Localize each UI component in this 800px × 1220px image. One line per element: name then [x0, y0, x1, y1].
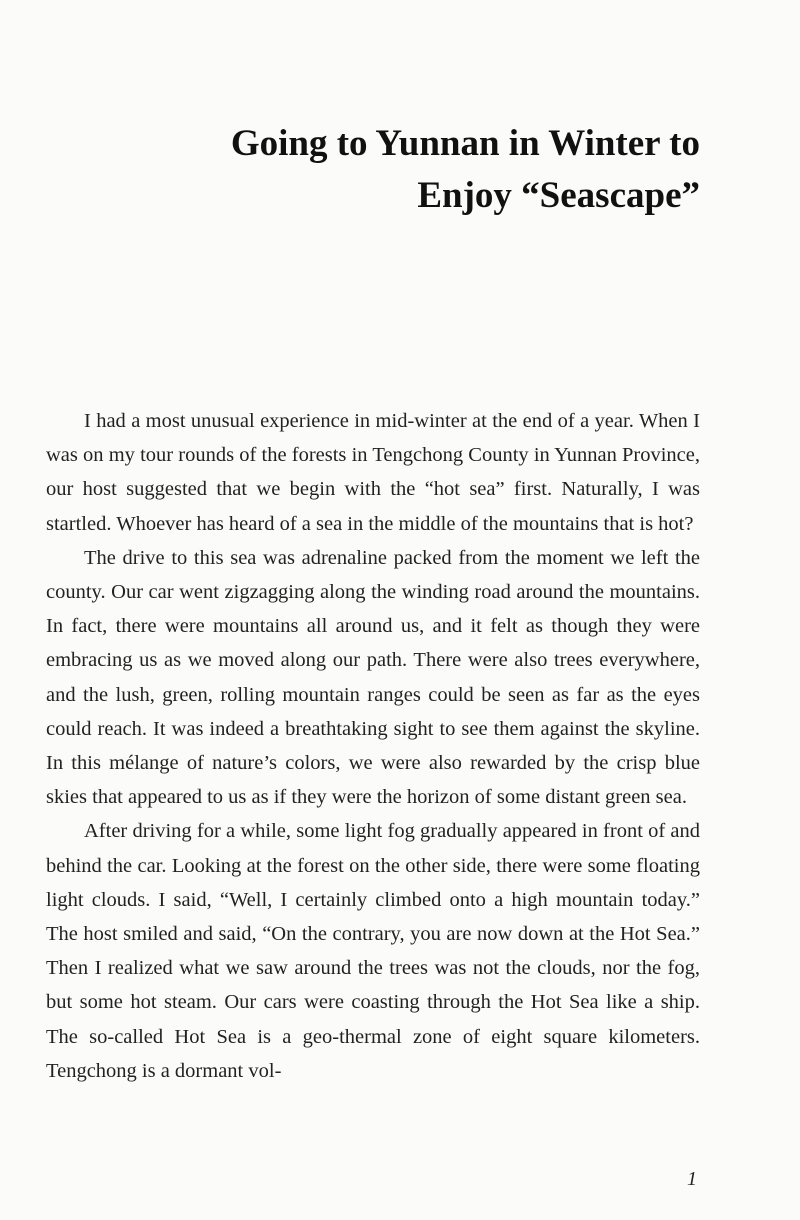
paragraph-1: I had a most unusual experience in mid-winter at the end of a year. When I was on my tour rounds of the forests in Tengchong County in Yunnan Province, our host suggested that we begin with the “hot sea” first. Naturally, I was startled. Whoever has heard of a sea in the middle of the mountains that is hot?: [46, 410, 700, 535]
chapter-title-line-2: Enjoy “Seascape”: [417, 175, 700, 216]
chapter-body: [46, 404, 700, 1088]
chapter-title-line-1: Going to Yunnan in Winter to: [230, 123, 700, 164]
paragraph-3: After driving for a while, some light fog gradually appeared in front of and behind the car. Looking at the forest on the other side, there were some floating light clouds. I said, “Well, I certainly climbed onto a high mountain today.” The host smiled and said, “On the contrary, you are now down at the Hot Sea.” Then I realized what we saw around the trees was not the clouds, nor the fog, but some hot steam. Our cars were coasting through the Hot Sea like a ship. The so-called Hot Sea is a geo-thermal zone of eight square kilometers. Tengchong is a dormant vol-: [46, 820, 700, 1082]
paragraph-2: The drive to this sea was adrenaline packed from the moment we left the county. Our car went zigzagging along the winding road around the mountains. In fact, there were mountains all around us, and it felt as though they were embracing us as we moved along our path. There were also trees everywhere, and the lush, green, rolling mountain ranges could be seen as far as the eyes could reach. It was indeed a breathtaking sight to see them against the skyline. In this mélange of nature’s colors, we were also rewarded by the crisp blue skies that appeared to us as if they were the horizon of some distant green sea.: [46, 546, 700, 809]
chapter-title: [231, 118, 700, 222]
page-number: 1: [687, 1168, 697, 1190]
